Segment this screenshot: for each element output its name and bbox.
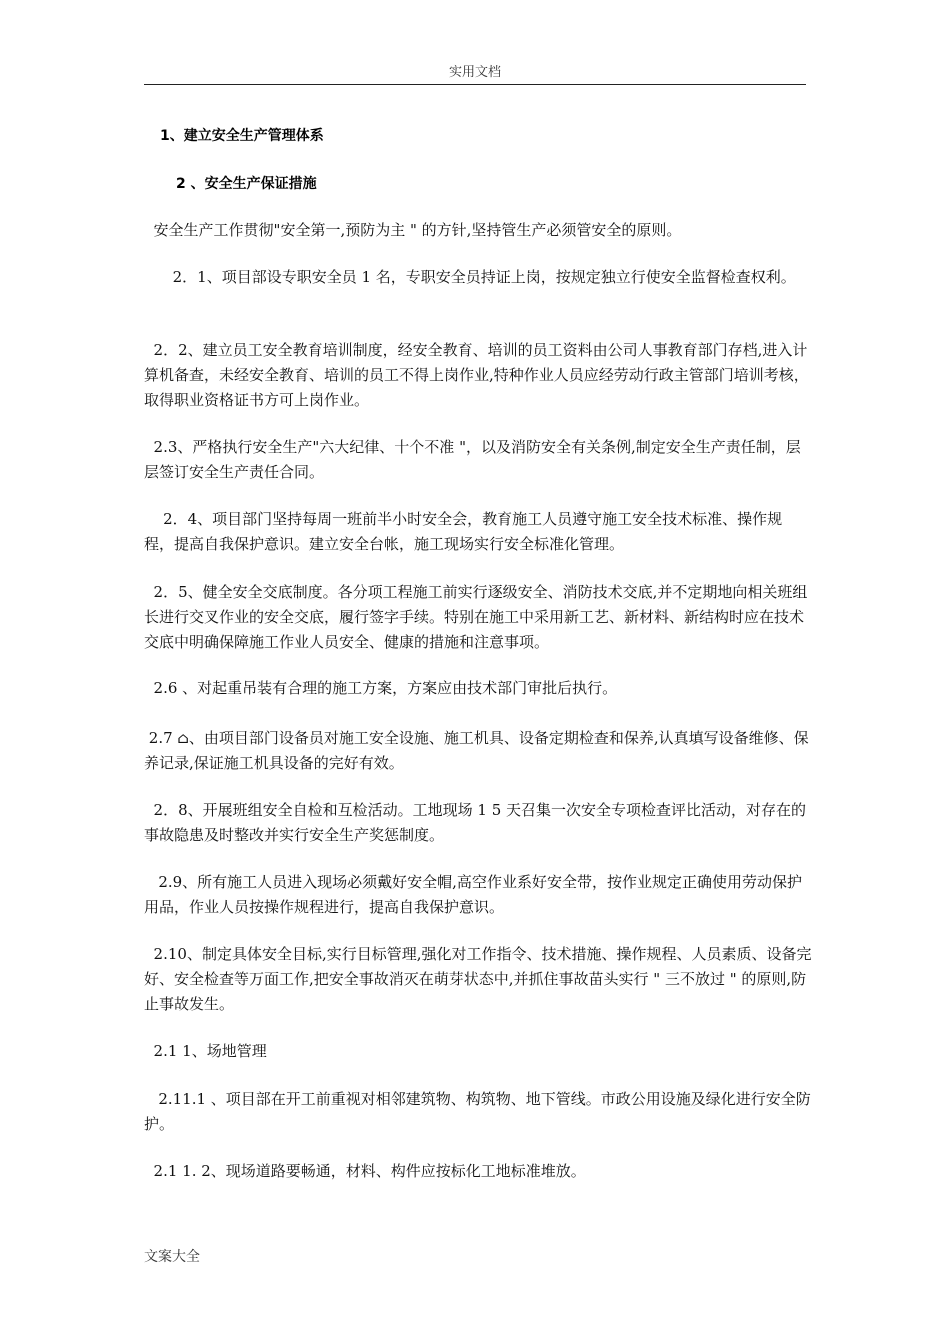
paragraph-text: 2.9、所有施工人员进入现场必须戴好安全帽,高空作业系好安全带，按作业规定正确使用劳动保护用品，作业人员按操作规程进行，提高自我保护意识。 <box>144 873 802 916</box>
paragraph-indent <box>144 945 154 963</box>
paragraph-text: 2.3、严格执行安全生产"六大纪律、十个不准 "，以及消防安全有关条例,制定安全生产责任制，层层签订安全生产责任合同。 <box>144 438 801 481</box>
paragraph-2-11-2 <box>144 1159 812 1184</box>
paragraph-text: 2．5、健全安全交底制度。各分项工程施工前实行逐级安全、消防技术交底,并不定期地向相关班组长进行交叉作业的安全交底，履行签字手续。特别在施工中采用新工艺、新材料、新结构时应在技术交底中明确保障施工作业人员安全、健康的措施和注意事项。 <box>144 583 808 651</box>
paragraph-text: 2．1、项目部设专职安全员 1 名，专职安全员持证上岗，按规定独立行使安全监督检查权利。 <box>172 268 796 286</box>
paragraph-intro <box>144 218 812 243</box>
section-heading-1: 1、建立安全生产管理体系 <box>160 128 324 144</box>
paragraph-2-2 <box>144 338 812 413</box>
paragraph-text: 2.1 1. 2、现场道路要畅通，材料、构件应按标化工地标准堆放。 <box>153 1162 586 1180</box>
page-header <box>144 62 806 85</box>
paragraph-text: 2.10、制定具体安全目标,实行目标管理,强化对工作指令、技术措施、操作规程、人员素质、设备完好、安全检查等万面工作,把安全事故消灭在萌芽状态中,并抓住事故苗头实行 " 三不放过 " 的原则,防止事故发生。 <box>144 945 812 1013</box>
paragraph-indent <box>144 1090 158 1108</box>
paragraph-text: 2．2、建立员工安全教育培训制度，经安全教育、培训的员工资料由公司人事教育部门存档,进入计算机备查，未经安全教育、培训的员工不得上岗作业,特种作业人员应经劳动行政主管部门培训考核，取得职业资格证书方可上岗作业。 <box>144 341 809 409</box>
paragraph-text: 2.1 1、场地管理 <box>153 1042 267 1060</box>
paragraph-2-4 <box>144 507 812 557</box>
paragraph-indent <box>144 438 154 456</box>
paragraph-2-3 <box>144 435 812 485</box>
paragraph-indent <box>144 221 154 239</box>
paragraph-2-6 <box>144 676 812 701</box>
paragraph-text: 2.7 ⌂、由项目部门设备员对施工安全设施、施工机具、设备定期检查和保养,认真填写设备维修、保养记录,保证施工机具设备的完好有效。 <box>144 729 809 772</box>
paragraph-indent <box>144 873 158 891</box>
page-footer <box>144 1247 200 1267</box>
paragraph-indent <box>144 679 154 697</box>
paragraph-2-1 <box>144 265 812 290</box>
paragraph-indent <box>144 1042 154 1060</box>
paragraph-text: 安全生产工作贯彻"安全第一,预防为主 " 的方针,坚持管生产必须管安全的原则。 <box>153 221 682 239</box>
paragraph-text: 2．4、项目部门坚持每周一班前半小时安全会，教育施工人员遵守施工安全技术标准、操作规程，提高自我保护意识。建立安全台帐，施工现场实行安全标准化管理。 <box>144 510 783 553</box>
paragraph-indent <box>144 1162 154 1180</box>
paragraph-2-10 <box>144 942 812 1017</box>
paragraph-text: 2．8、开展班组安全自检和互检活动。工地现场 1 5 天召集一次安全专项检查评比活动，对存在的事故隐患及时整改并实行安全生产奖惩制度。 <box>144 801 807 844</box>
header-title: 实用文档 <box>448 65 501 80</box>
footer-text: 文案大全 <box>144 1249 200 1265</box>
paragraph-indent <box>144 341 154 359</box>
paragraph-2-11 <box>144 1039 812 1064</box>
paragraph-indent <box>144 268 173 286</box>
paragraph-2-11-1 <box>144 1087 812 1137</box>
paragraph-indent <box>144 801 154 819</box>
paragraph-2-9 <box>144 870 812 920</box>
paragraph-2-7 <box>144 726 812 776</box>
paragraph-text: 2.6 、对起重吊装有合理的施工方案，方案应由技术部门审批后执行。 <box>153 679 618 697</box>
paragraph-2-5 <box>144 580 812 655</box>
paragraph-text: 2.11.1 、项目部在开工前重视对相邻建筑物、构筑物、地下管线。市政公用设施及绿化进行安全防护。 <box>144 1090 811 1133</box>
paragraph-2-8 <box>144 798 812 848</box>
paragraph-indent <box>144 510 163 528</box>
section-heading-2: 2 、安全生产保证措施 <box>176 176 317 192</box>
paragraph-indent <box>144 583 154 601</box>
